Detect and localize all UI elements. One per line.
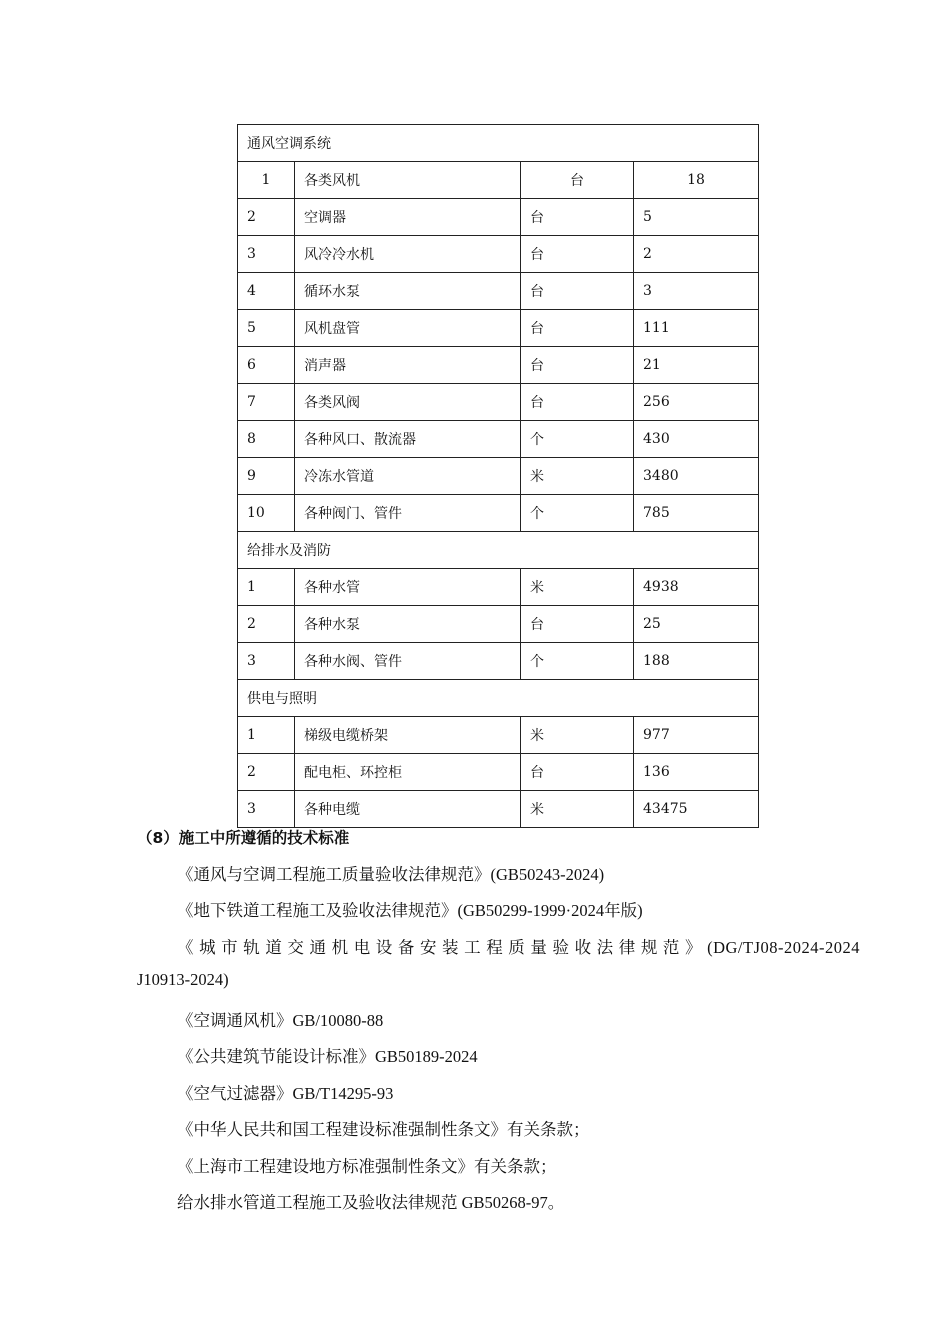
- standard-item-continuation: J10913-2024): [137, 970, 229, 989]
- item-number: 2: [238, 606, 295, 643]
- item-quantity: 3: [634, 273, 759, 310]
- item-unit: 个: [521, 495, 634, 532]
- table-section-row: [238, 532, 759, 569]
- item-number: 1: [238, 162, 295, 199]
- table-row: [238, 717, 759, 754]
- item-name: 各种风口、散流器: [295, 421, 521, 458]
- equipment-quantity-table: [237, 124, 759, 828]
- table-row: [238, 606, 759, 643]
- item-number: 3: [238, 643, 295, 680]
- table-row: [238, 458, 759, 495]
- section-title: 通风空调系统: [238, 125, 759, 162]
- standard-item: 《通风与空调工程施工质量验收法律规范》(GB50243-2024): [177, 865, 605, 884]
- table-row: [238, 310, 759, 347]
- table-row: [238, 495, 759, 532]
- item-name: 梯级电缆桥架: [295, 717, 521, 754]
- item-quantity: 21: [634, 347, 759, 384]
- item-name: 各类风机: [295, 162, 521, 199]
- item-quantity: 18: [634, 162, 759, 199]
- item-number: 8: [238, 421, 295, 458]
- item-number: 9: [238, 458, 295, 495]
- standard-item: 《空调通风机》GB/10080-88: [177, 1011, 384, 1030]
- table-section-row: [238, 125, 759, 162]
- standard-item: 《地下铁道工程施工及验收法律规范》(GB50299-1999·2024年版): [177, 901, 643, 920]
- item-quantity: 430: [634, 421, 759, 458]
- standard-item: 《城市轨道交通机电设备安装工程质量验收法律规范》(DG/TJ08-2024-2024: [177, 938, 860, 957]
- item-quantity: 5: [634, 199, 759, 236]
- item-name: 循环水泵: [295, 273, 521, 310]
- item-number: 4: [238, 273, 295, 310]
- item-name: 风冷冷水机: [295, 236, 521, 273]
- table-row: [238, 162, 759, 199]
- table-row: [238, 384, 759, 421]
- standard-item: 《上海市工程建设地方标准强制性条文》有关条款；: [177, 1157, 557, 1176]
- item-name: 各种阀门、管件: [295, 495, 521, 532]
- item-number: 3: [238, 236, 295, 273]
- item-number: 3: [238, 791, 295, 828]
- item-unit: 米: [521, 458, 634, 495]
- item-unit: 台: [521, 310, 634, 347]
- item-quantity: 136: [634, 754, 759, 791]
- item-quantity: 785: [634, 495, 759, 532]
- table-row: [238, 643, 759, 680]
- item-name: 空调器: [295, 199, 521, 236]
- section-title: 给排水及消防: [238, 532, 759, 569]
- item-name: 各种水泵: [295, 606, 521, 643]
- item-number: 2: [238, 754, 295, 791]
- table-row: [238, 273, 759, 310]
- item-number: 6: [238, 347, 295, 384]
- item-quantity: 188: [634, 643, 759, 680]
- item-unit: 台: [521, 162, 634, 199]
- item-unit: 米: [521, 791, 634, 828]
- item-unit: 台: [521, 754, 634, 791]
- standard-item: 《公共建筑节能设计标准》GB50189-2024: [177, 1047, 478, 1066]
- item-name: 消声器: [295, 347, 521, 384]
- standard-item: 给水排水管道工程施工及验收法律规范 GB50268-97。: [177, 1193, 565, 1212]
- item-quantity: 2: [634, 236, 759, 273]
- item-name: 风机盘管: [295, 310, 521, 347]
- item-unit: 台: [521, 273, 634, 310]
- item-quantity: 25: [634, 606, 759, 643]
- item-unit: 米: [521, 569, 634, 606]
- item-number: 7: [238, 384, 295, 421]
- item-unit: 台: [521, 236, 634, 273]
- item-name: 各种水阀、管件: [295, 643, 521, 680]
- table-row: [238, 199, 759, 236]
- item-name: 各种电缆: [295, 791, 521, 828]
- item-name: 各种水管: [295, 569, 521, 606]
- standard-item: 《中华人民共和国工程建设标准强制性条文》有关条款；: [177, 1120, 590, 1139]
- item-name: 配电柜、环控柜: [295, 754, 521, 791]
- item-quantity: 977: [634, 717, 759, 754]
- item-quantity: 43475: [634, 791, 759, 828]
- table-row: [238, 347, 759, 384]
- table-row: [238, 569, 759, 606]
- section-title: 供电与照明: [238, 680, 759, 717]
- item-number: 10: [238, 495, 295, 532]
- item-unit: 台: [521, 606, 634, 643]
- table-row: [238, 421, 759, 458]
- item-number: 2: [238, 199, 295, 236]
- item-quantity: 256: [634, 384, 759, 421]
- item-name: 各类风阀: [295, 384, 521, 421]
- item-quantity: 4938: [634, 569, 759, 606]
- item-number: 5: [238, 310, 295, 347]
- item-number: 1: [238, 569, 295, 606]
- item-unit: 台: [521, 384, 634, 421]
- item-unit: 米: [521, 717, 634, 754]
- table-row: [238, 236, 759, 273]
- standard-item: 《空气过滤器》GB/T14295-93: [177, 1084, 394, 1103]
- item-unit: 台: [521, 199, 634, 236]
- standards-heading: （8）施工中所遵循的技术标准: [137, 829, 350, 847]
- item-name: 冷冻水管道: [295, 458, 521, 495]
- item-quantity: 3480: [634, 458, 759, 495]
- item-unit: 台: [521, 347, 634, 384]
- table-section-row: [238, 680, 759, 717]
- item-unit: 个: [521, 643, 634, 680]
- item-number: 1: [238, 717, 295, 754]
- table-row: [238, 754, 759, 791]
- item-unit: 个: [521, 421, 634, 458]
- table-row: [238, 791, 759, 828]
- item-quantity: 111: [634, 310, 759, 347]
